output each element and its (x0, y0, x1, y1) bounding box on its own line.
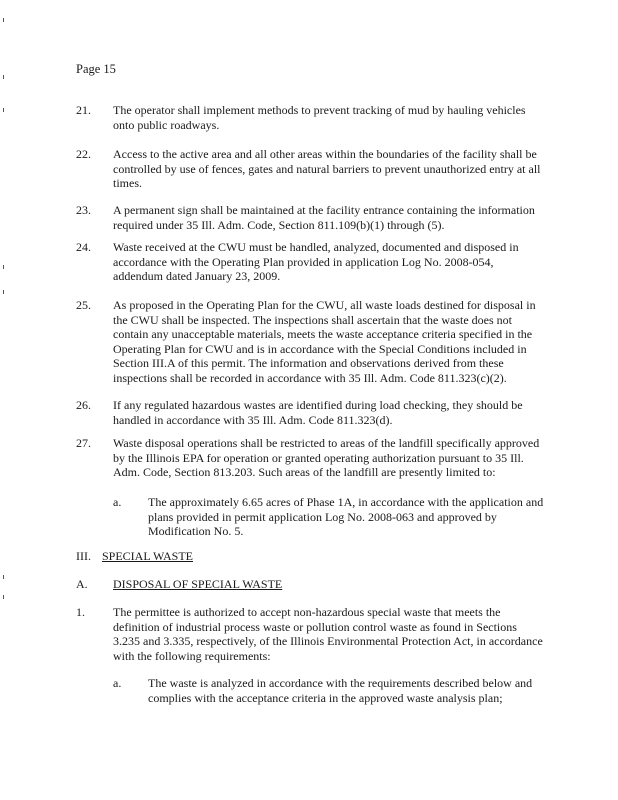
condition-number: 23. (76, 203, 91, 217)
condition-text: Waste disposal operations shall be restricted to areas of the landfill specifically approved by the Illinois EPA for operation or granted operating authorization pursuant to 35 Ill. Adm. Code, Section 813.203. Such areas of the landfill are presently limited to: (113, 436, 540, 479)
condition-text: Access to the active area and all other areas within the boundaries of the facility shall be controlled by use of fences, gates and natural barriers to prevent unauthorized entry at all times. (113, 147, 541, 190)
item-number: 1. (76, 605, 85, 619)
item-text: The permittee is authorized to accept non-hazardous special waste that meets the definition of industrial process waste or pollution control waste as found in Sections 3.235 and 3.335, respectively, of the Illinois Environmental Protection Act, in accordance with the following requirements: (113, 605, 543, 663)
scan-speck (3, 108, 4, 112)
scan-speck (3, 18, 4, 22)
condition-number: 24. (76, 240, 91, 254)
scan-speck (3, 575, 4, 579)
subitem-text: The waste is analyzed in accordance with the requirements described below and complies with the acceptance criteria in the approved waste analysis plan; (148, 676, 533, 705)
scan-speck (3, 265, 4, 269)
condition-number: 25. (76, 298, 91, 312)
condition-text: If any regulated hazardous wastes are identified during load checking, they should be handled in accordance with 35 Ill. Adm. Code 811.323(d). (113, 398, 523, 427)
condition-text: The operator shall implement methods to prevent tracking of mud by hauling vehicles onto public roadways. (113, 103, 526, 132)
condition-number: 21. (76, 103, 91, 117)
scan-speck (3, 75, 4, 79)
condition-text: As proposed in the Operating Plan for the CWU, all waste loads destined for disposal in the CWU shall be inspected. The inspections shall ascertain that the waste does not contain any unacceptable materials, meets the waste acceptance criteria specified in the Operating Plan for CWU and is in accordance with the Special Conditions included in Section III.A of this permit. The information and observations derived from these inspections shall be recorded in accordance with 35 Ill. Adm. Code 811.323(c)(2). (113, 298, 536, 385)
scan-speck (3, 290, 4, 294)
condition-number: 27. (76, 436, 91, 450)
section-number: III. (76, 549, 91, 563)
subsection-title: DISPOSAL OF SPECIAL WASTE (113, 577, 283, 591)
subitem-label: a. (113, 495, 122, 509)
subitem-label: a. (113, 676, 122, 690)
condition-text: Waste received at the CWU must be handled, analyzed, documented and disposed in accordance with the Operating Plan provided in application Log No. 2008-054, addendum dated January 23, 2009. (113, 240, 519, 283)
page-header: Page 15 (76, 62, 116, 76)
condition-number: 22. (76, 147, 91, 161)
condition-text: A permanent sign shall be maintained at the facility entrance containing the information required under 35 Ill. Adm. Code, Section 811.109(b)(1) through (5). (113, 203, 535, 232)
subsection-number: A. (76, 577, 88, 591)
scan-speck (3, 595, 4, 599)
subitem-text: The approximately 6.65 acres of Phase 1A, in accordance with the application and plans provided in permit application Log No. 2008-063 and approved by Modification No. 5. (148, 495, 544, 538)
section-title: SPECIAL WASTE (102, 549, 194, 563)
condition-number: 26. (76, 398, 91, 412)
